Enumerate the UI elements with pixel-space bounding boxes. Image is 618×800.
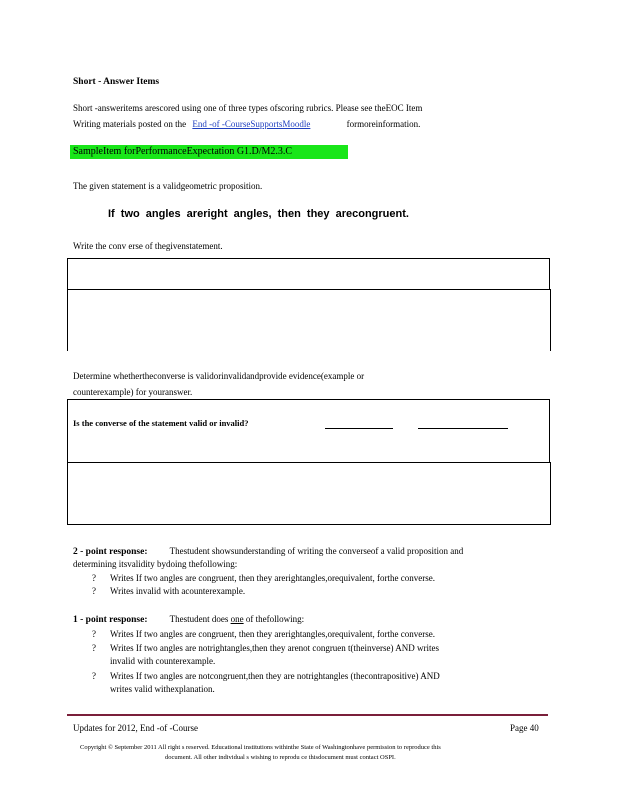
sample-item-label: SampleItem forPerformanceExpectation G1.D/M2.3.C — [73, 146, 293, 157]
copyright-line-2: document. All other individual s wishing to reprodu ce thisdocument must contact OSPI. — [165, 754, 396, 761]
intro-line-2-prefix: Writing materials posted on the — [73, 119, 187, 129]
validity-answer-blank-1[interactable] — [325, 418, 393, 429]
two-point-line-1 — [73, 545, 463, 558]
bullet-glyph: ? — [92, 629, 96, 639]
footer-rule — [67, 714, 548, 716]
bullet-glyph: ? — [92, 586, 96, 596]
determine-prompt-line-2: counterexample) for youranswer. — [73, 387, 193, 397]
copyright-line-1: Copyright © September 2011 All right s reserved. Educational institutions withinthe State of Washingtonhave permission to reproduce this — [80, 744, 441, 751]
footer-left: Updates for 2012, End -of -Course — [73, 723, 198, 733]
two-point-line-2: determining itsvalidity bydoing thefollowing: — [73, 559, 238, 569]
one-point-emphasis: one — [230, 614, 244, 624]
one-point-bullet-2: ? Writes If two angles are notrightangles,then they arenot congruen t(theinverse) AND writes — [92, 643, 440, 653]
validity-answer-blank-2[interactable] — [418, 418, 508, 429]
course-supports-link[interactable]: End -of -CourseSupportsMoodle — [192, 119, 311, 129]
evidence-answer-box[interactable] — [67, 462, 551, 525]
two-point-label: 2 - point response: — [73, 547, 148, 557]
converse-answer-box-top[interactable] — [67, 258, 550, 290]
two-point-description: Thestudent showsunderstanding of writing the converseof a valid proposition and — [169, 546, 464, 556]
given-statement-intro: The given statement is a validgeometric proposition. — [73, 181, 263, 191]
intro-line-1: Short -answeritems arescored using one of three types ofscoring rubrics. Please see theEOC Item — [73, 103, 423, 113]
determine-prompt-line-1: Determine whethertheconverse is validorinvalidandprovide evidence(example or — [73, 371, 365, 381]
bullet-glyph: ? — [92, 643, 96, 653]
one-point-line-1: 1 - point response: Thestudent does one of thefollowing: — [73, 614, 305, 625]
two-point-bullet-1: ? Writes If two angles are congruent, then they arerightangles,orequivalent, forthe converse. — [92, 573, 436, 583]
bullet-glyph: ? — [92, 671, 96, 681]
one-point-label: 1 - point response: — [73, 615, 148, 625]
two-point-bullet-2: ? Writes invalid with acounterexample. — [92, 586, 246, 596]
converse-prompt: Write the conv erse of thegivenstatement. — [73, 241, 223, 251]
validity-question-box — [67, 399, 550, 463]
geometric-statement: If two angles areright angles, then they arecongruent. — [108, 208, 409, 220]
section-title: Short - Answer Items — [73, 77, 160, 87]
one-point-bullet-3: ? Writes If two angles are notcongruent,then they are notrightangles (thecontrapositive) AND — [92, 671, 440, 681]
one-point-bullet-2-cont: invalid with counterexample. — [110, 656, 216, 666]
converse-answer-box-bottom[interactable] — [67, 289, 551, 351]
intro-line-2 — [73, 118, 420, 130]
validity-question: Is the converse of the statement valid or invalid? — [73, 418, 249, 428]
footer-page-number: Page 40 — [510, 723, 539, 733]
one-point-bullet-3-cont: writes valid withexplanation. — [110, 684, 215, 694]
bullet-glyph: ? — [92, 573, 96, 583]
one-point-bullet-1: ? Writes If two angles are congruent, then they arerightangles,orequivalent, forthe converse. — [92, 629, 436, 639]
intro-line-2-suffix: formoreinformation. — [346, 119, 421, 129]
